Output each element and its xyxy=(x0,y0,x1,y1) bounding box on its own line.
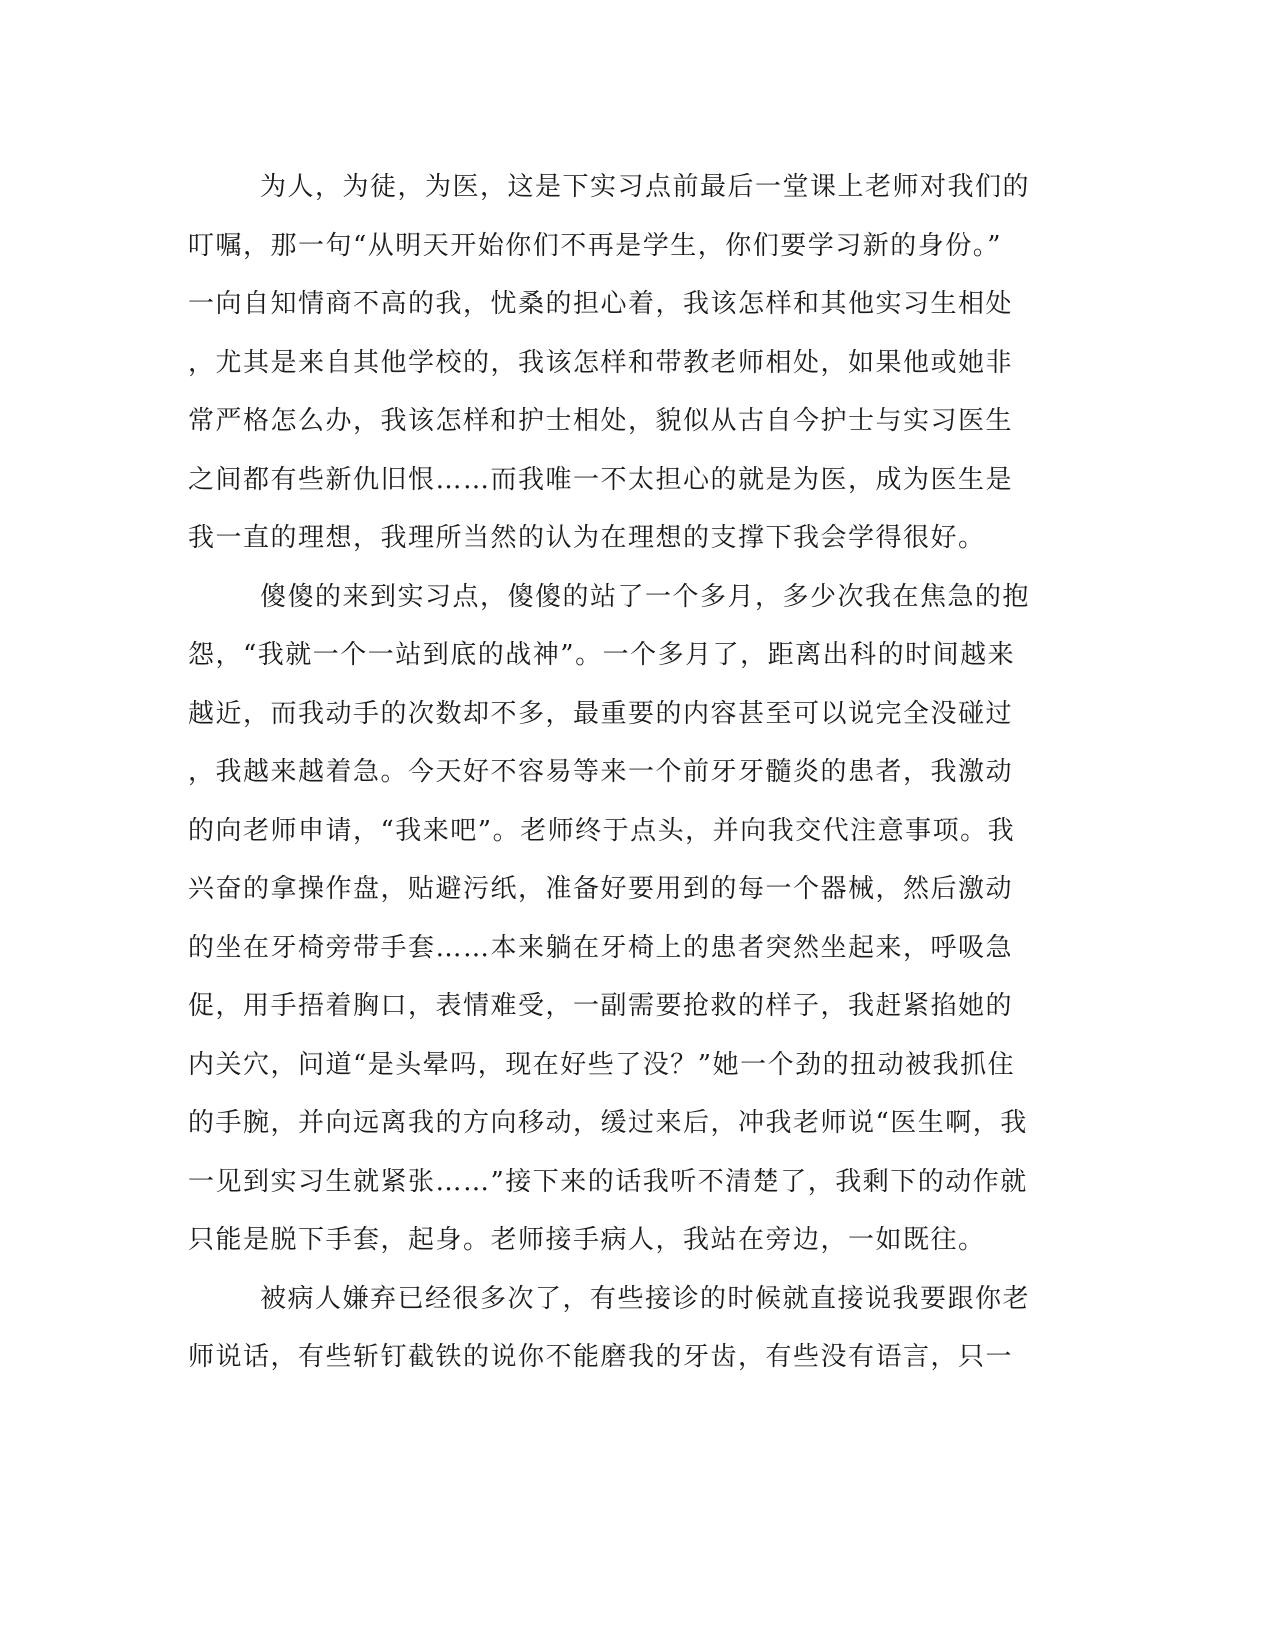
text-line: 促，用手捂着胸口，表情难受，一副需要抢救的样子，我赶紧掐她的 xyxy=(188,991,1014,1021)
text-line: 为人，为徒，为医，这是下实习点前最后一堂课上老师对我们的 xyxy=(260,172,1031,202)
text-line: 兴奋的拿操作盘，贴避污纸，准备好要用到的每一个器械，然后激动 xyxy=(188,874,1014,904)
text-line: 一见到实习生就紧张……”接下来的话我听不清楚了，我剩下的动作就 xyxy=(188,1166,1028,1197)
text-line: 内关穴，问道“是头晕吗，现在好些了没？”她一个劲的扭动被我抓住 xyxy=(188,1049,1016,1080)
text-line: 常严格怎么办，我该怎样和护士相处，貌似从古自今护士与实习医生 xyxy=(188,406,1014,436)
body-text xyxy=(188,158,1068,1387)
text-line: 怨，“我就一个一站到底的战神”。一个多月了，距离出科的时间越来 xyxy=(188,640,1016,670)
text-line: 的坐在牙椅旁带手套……本来躺在牙椅上的患者突然坐起来，呼吸急 xyxy=(188,932,1014,963)
text-line: ，我越来越着急。今天好不容易等来一个前牙牙髓炎的患者，我激动 xyxy=(188,757,1014,787)
text-line: 叮嘱，那一句“从明天开始你们不再是学生，你们要学习新的身份。” xyxy=(188,230,1003,261)
text-line: 一向自知情商不高的我，忧桑的担心着，我该怎样和其他实习生相处 xyxy=(188,289,1014,319)
text-line: 傻傻的来到实习点，傻傻的站了一个多月，多少次我在焦急的抱 xyxy=(260,581,1031,612)
text-line: 我一直的理想，我理所当然的认为在理想的支撑下我会学得很好。 xyxy=(188,523,986,553)
text-line: 被病人嫌弃已经很多次了，有些接诊的时候就直接说我要跟你老 xyxy=(260,1283,1031,1314)
text-line: 之间都有些新仇旧恨……而我唯一不太担心的就是为医，成为医生是 xyxy=(188,464,1014,495)
text-line: 的向老师申请，“我来吧”。老师终于点头，并向我交代注意事项。我 xyxy=(188,815,1016,846)
text-line: 只能是脱下手套，起身。老师接手病人，我站在旁边，一如既往。 xyxy=(188,1225,986,1255)
text-line: ，尤其是来自其他学校的，我该怎样和带教老师相处，如果他或她非 xyxy=(188,347,1014,378)
text-line: 越近，而我动手的次数却不多，最重要的内容甚至可以说完全没碰过 xyxy=(188,698,1014,729)
text-line: 师说话，有些斩钉截铁的说你不能磨我的牙齿，有些没有语言，只一 xyxy=(188,1342,1014,1372)
text-line: 的手腕，并向远离我的方向移动，缓过来后，冲我老师说“医生啊，我 xyxy=(188,1108,1028,1138)
